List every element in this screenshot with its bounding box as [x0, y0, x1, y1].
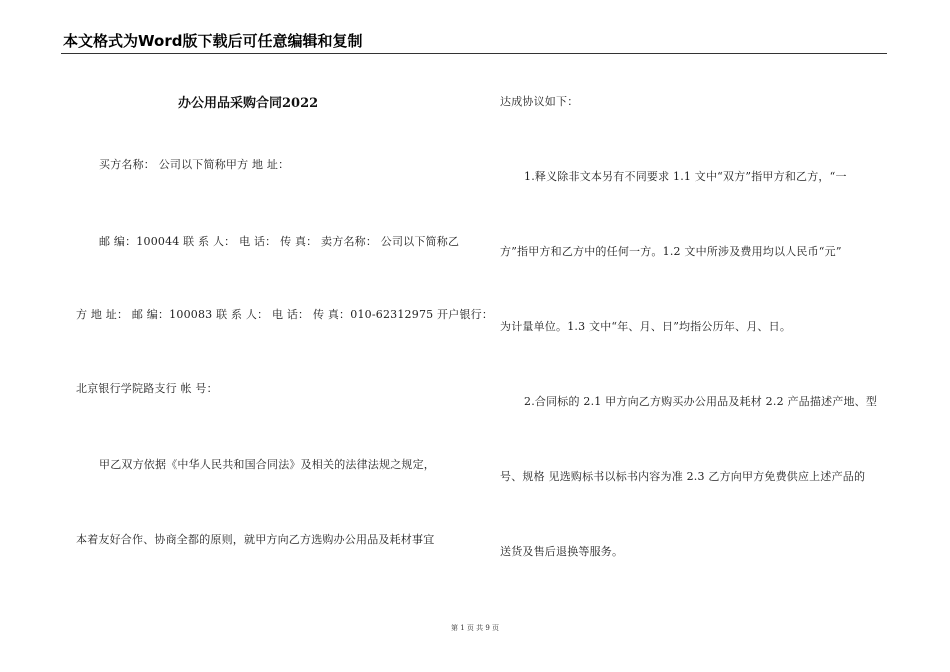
right-line-3: 方”指甲方和乙方中的任何一方。1.2 文中所涉及费用均以人民币“元” [500, 245, 842, 258]
right-line-7: 送货及售后退换等服务。 [500, 545, 624, 558]
left-line-2: 邮 编：100044 联 系 人： 电 话： 传 真： 卖方名称： 公司以下简称乙 [99, 235, 460, 248]
right-line-1: 达成协议如下： [500, 95, 579, 108]
left-line-6: 本着友好合作、协商全都的原则，就甲方向乙方选购办公用品及耗材事宜 [76, 533, 435, 546]
header-banner: 本文格式为Word版下载后可任意编辑和复制 [63, 32, 363, 50]
page-number-footer: 第 1 页 共 9 页 [450, 624, 500, 632]
left-line-3: 方 地 址： 邮 编：100083 联 系 人： 电 话： 传 真：010-62312975 开户银行： [76, 308, 494, 321]
document-title: 办公用品采购合同2022 [178, 96, 319, 111]
header-divider [61, 53, 887, 54]
right-line-5: 2.合同标的 2.1 甲方向乙方购买办公用品及耗材 2.2 产品描述产地、型 [524, 395, 878, 408]
right-line-4: 为计量单位。1.3 文中“年、月、日”均指公历年、月、日。 [500, 320, 792, 333]
left-line-5: 甲乙双方依据《中华人民共和国合同法》及相关的法律法规之规定， [99, 458, 435, 471]
left-line-4: 北京银行学院路支行 帐 号： [76, 382, 218, 395]
right-line-6: 号、规格 见选购标书以标书内容为准 2.3 乙方向甲方免费供应上述产品的 [500, 470, 866, 483]
right-line-2: 1.释义除非文本另有不同要求 1.1 文中“双方”指甲方和乙方，“一 [524, 170, 847, 183]
left-line-1: 买方名称： 公司以下简称甲方 地 址： [99, 158, 290, 171]
